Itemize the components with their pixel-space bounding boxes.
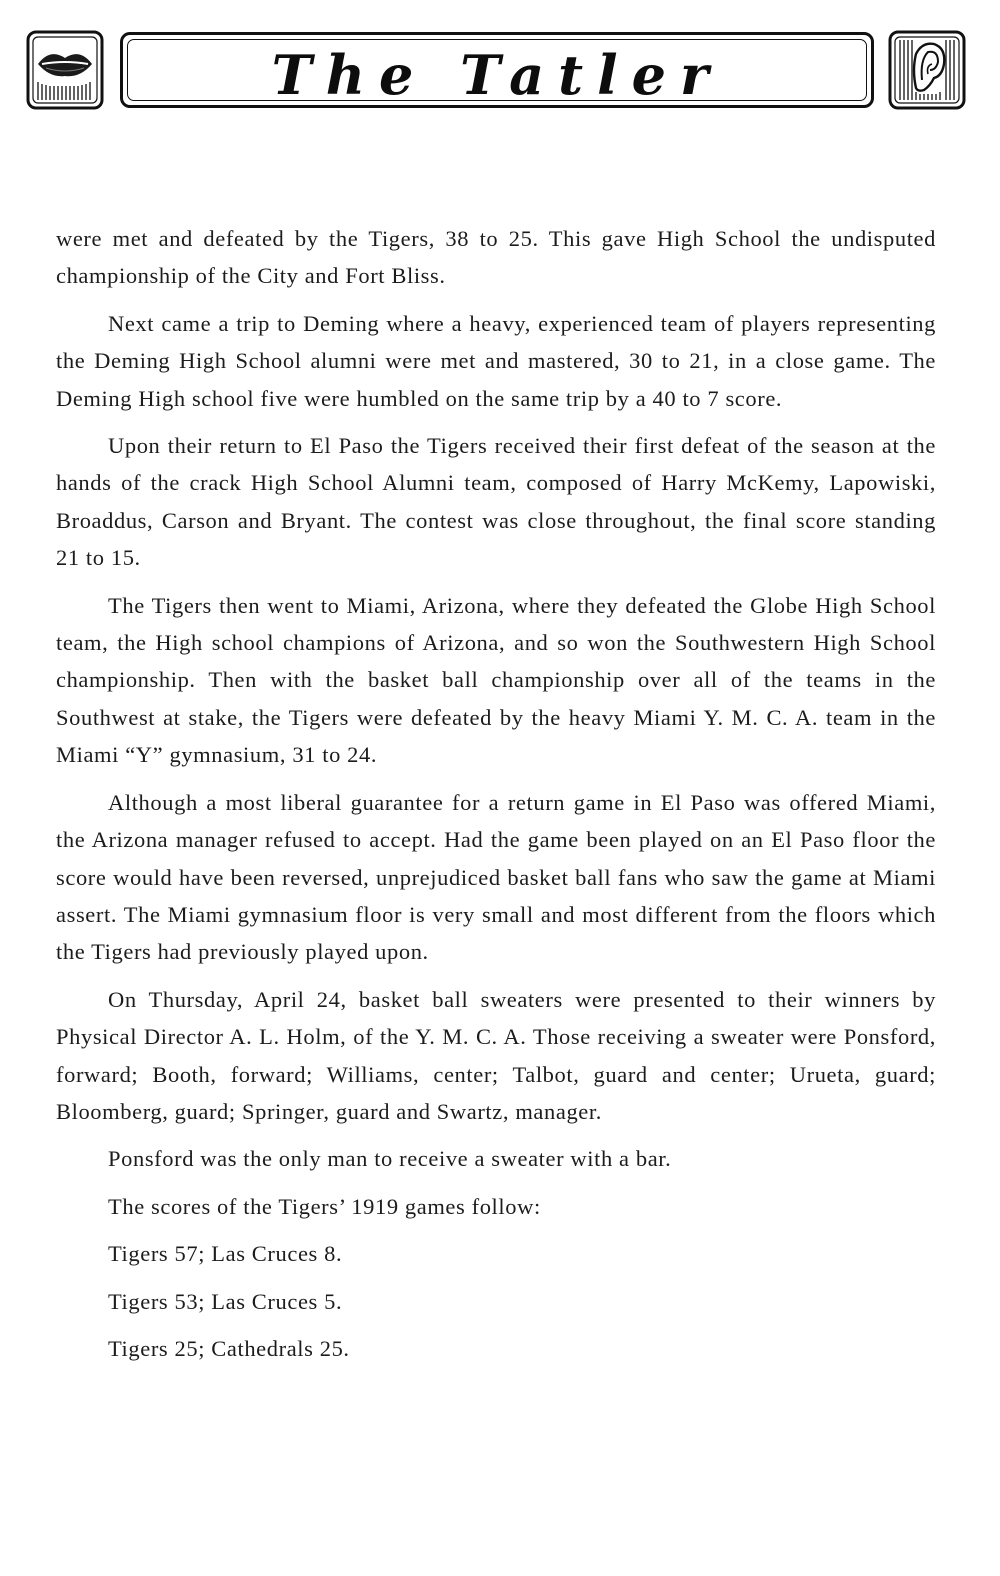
ear-icon bbox=[888, 30, 966, 110]
masthead-title: The Tatler bbox=[271, 43, 723, 107]
paragraph: were met and defeated by the Tigers, 38 to 25. This gave High School the undisputed championship of the City and Fort Bliss. bbox=[56, 226, 936, 289]
paragraph: Upon their return to El Paso the Tigers received their first defeat of the season at the hands of the crack High School Alumni team, composed of Harry McKemy, Lapowiski, Broaddus, Carson and Bryant. The contest was close throughout, the final score standing 21 to 15. bbox=[56, 433, 936, 571]
paragraph: The Tigers then went to Miami, Arizona, where they defeated the Globe High School team, the High school champions of Arizona, and so won the Southwestern High School championship. Then with the basket ball championship over all of the teams in the Southwest at stake, the Tigers were defeated by the heavy Miami Y. M. C. A. team in the Miami “Y” gymnasium, 31 to 24. bbox=[56, 592, 936, 768]
lips-icon bbox=[26, 30, 104, 110]
paragraph: Although a most liberal guarantee for a return game in El Paso was offered Miami, the Arizona manager refused to accept. Had the game been played on an El Paso floor the score would have been reversed, unprejudiced basket ball fans who saw the game at Miami assert. The Miami gymnasium floor is very small and most different from the floors which the Tigers had previously played upon. bbox=[56, 789, 936, 965]
paragraph: Ponsford was the only man to receive a sweater with a bar. bbox=[108, 1146, 672, 1172]
score-line: Tigers 57; Las Cruces 8. bbox=[108, 1241, 343, 1267]
masthead bbox=[26, 28, 970, 114]
score-line: Tigers 25; Cathedrals 25. bbox=[108, 1335, 350, 1361]
title-frame bbox=[120, 32, 874, 108]
paragraph: Next came a trip to Deming where a heavy, experienced team of players representing the Deming High School alumni were met and mastered, 30 to 21, in a close game. The Deming High school five were humbled on the same trip by a 40 to 7 score. bbox=[56, 310, 936, 411]
score-line: Tigers 53; Las Cruces 5. bbox=[108, 1288, 343, 1314]
paragraph: The scores of the Tigers’ 1919 games follow: bbox=[108, 1193, 541, 1219]
paragraph: On Thursday, April 24, basket ball sweaters were presented to their winners by Physical Director A. L. Holm, of the Y. M. C. A. Those receiving a sweater were Ponsford, forward; Booth, forward; Williams, center; Talbot, guard and center; Urueta, guard; Bloomberg, guard; Springer, guard and Swartz, manager. bbox=[56, 986, 936, 1124]
article-body bbox=[56, 220, 936, 1377]
